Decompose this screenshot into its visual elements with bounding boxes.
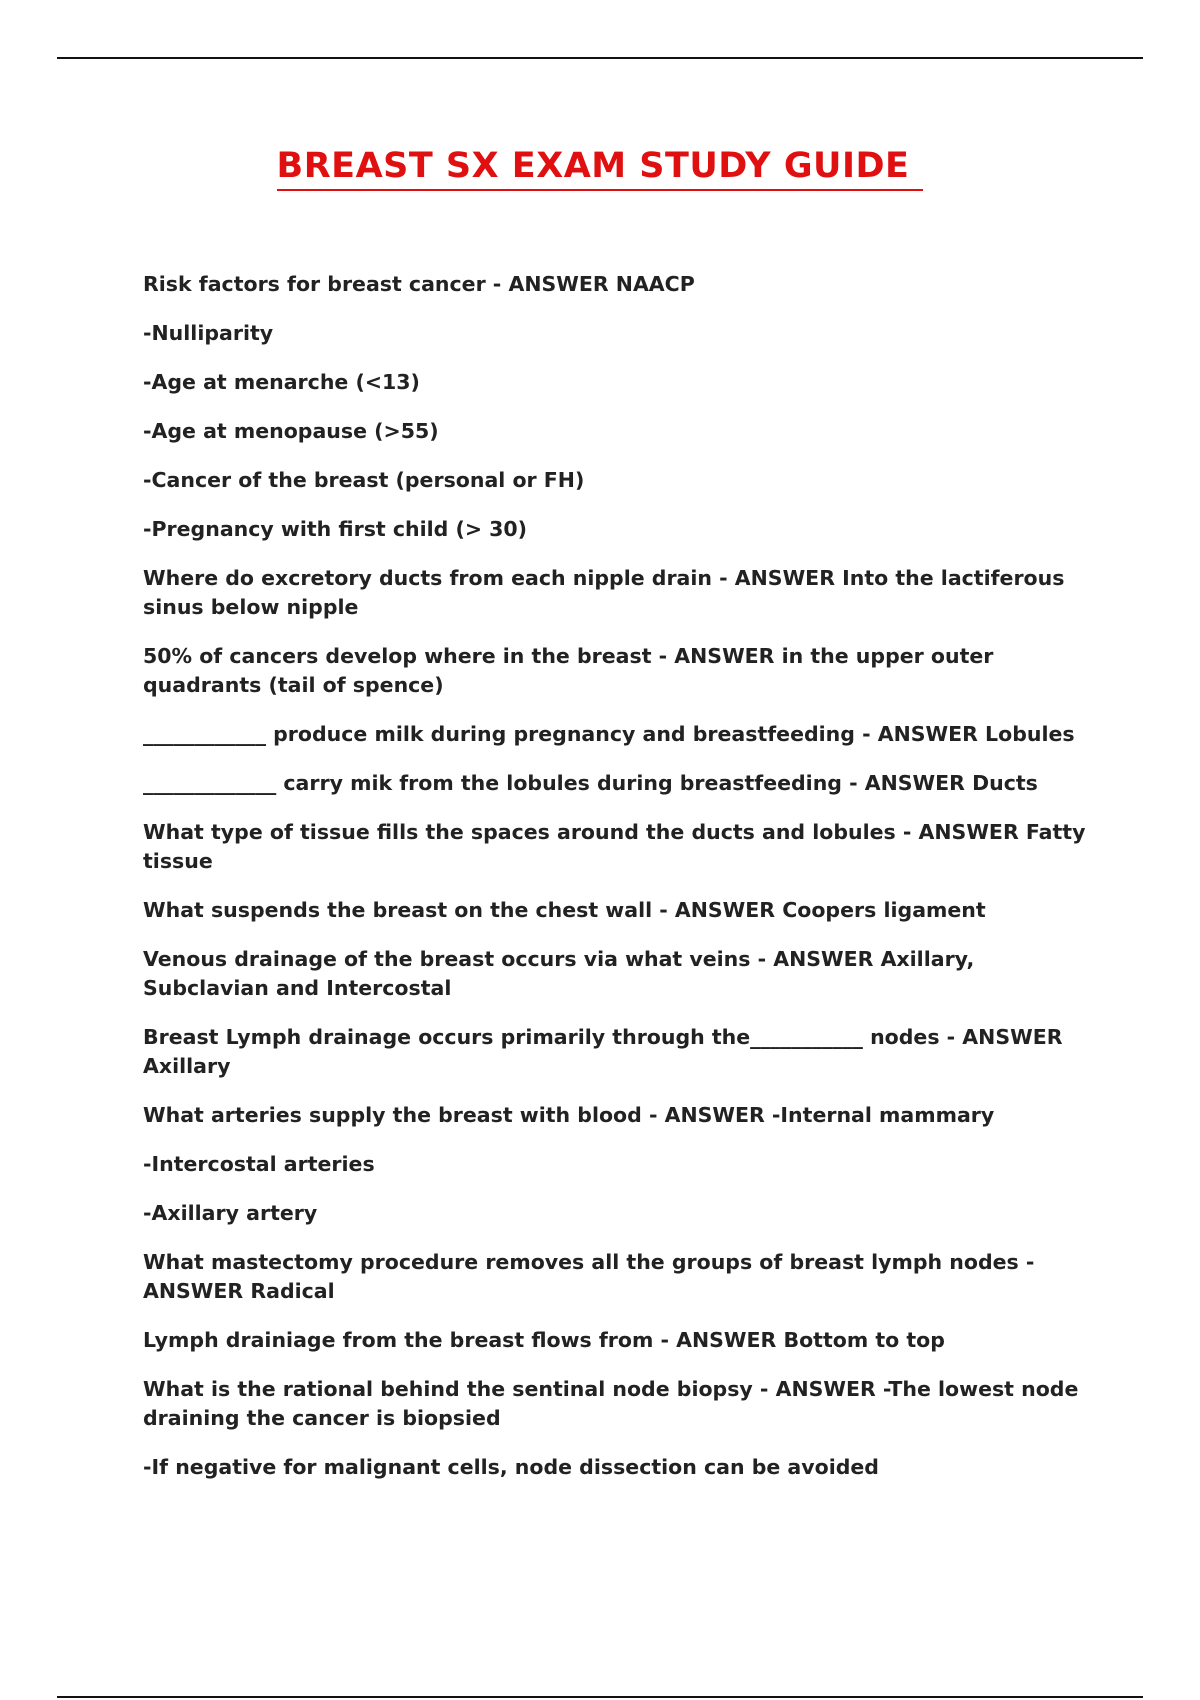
qa-line: ____________ produce milk during pregnancy and breastfeeding - ANSWER Lobules — [143, 722, 1075, 746]
qa-line: Lymph drainiage from the breast flows from - ANSWER Bottom to top — [143, 1328, 945, 1352]
qa-line: -Cancer of the breast (personal or FH) — [143, 468, 585, 492]
qa-line: What suspends the breast on the chest wall - ANSWER Coopers ligament — [143, 898, 986, 922]
qa-line: What arteries supply the breast with blood - ANSWER -Internal mammary — [143, 1103, 995, 1127]
qa-line: -Nulliparity — [143, 321, 274, 345]
qa-line: What type of tissue fills the spaces around the ducts and lobules - ANSWER Fatty tissue — [143, 820, 1086, 873]
qa-line: -If negative for malignant cells, node dissection can be avoided — [143, 1455, 879, 1479]
qa-line: _____________ carry mik from the lobules during breastfeeding - ANSWER Ducts — [143, 771, 1038, 795]
qa-line: Risk factors for breast cancer - ANSWER NAACP — [143, 272, 695, 296]
qa-line: -Age at menopause (>55) — [143, 419, 439, 443]
qa-line: Breast Lymph drainage occurs primarily through the___________ nodes - ANSWER Axillary — [143, 1025, 1063, 1078]
qa-line: What is the rational behind the sentinal node biopsy - ANSWER -The lowest node draining the cancer is biopsied — [143, 1377, 1079, 1430]
qa-line: -Pregnancy with first child (> 30) — [143, 517, 528, 541]
document-title: BREAST SX EXAM STUDY GUIDE — [277, 146, 924, 191]
qa-line: Venous drainage of the breast occurs via what veins - ANSWER Axillary, Subclavian and Intercostal — [143, 947, 975, 1000]
qa-line: Where do excretory ducts from each nipple drain - ANSWER Into the lactiferous sinus below nipple — [143, 566, 1065, 619]
qa-line: 50% of cancers develop where in the breast - ANSWER in the upper outer quadrants (tail of spence) — [143, 644, 994, 697]
bottom-rule — [57, 1696, 1143, 1698]
qa-line: What mastectomy procedure removes all the groups of breast lymph nodes - ANSWER Radical — [143, 1250, 1035, 1303]
top-rule — [57, 57, 1143, 59]
qa-line: -Age at menarche (<13) — [143, 370, 420, 394]
study-guide-body — [143, 270, 1098, 1502]
qa-line: -Axillary artery — [143, 1201, 318, 1225]
qa-line: -Intercostal arteries — [143, 1152, 375, 1176]
title-container — [0, 146, 1200, 191]
